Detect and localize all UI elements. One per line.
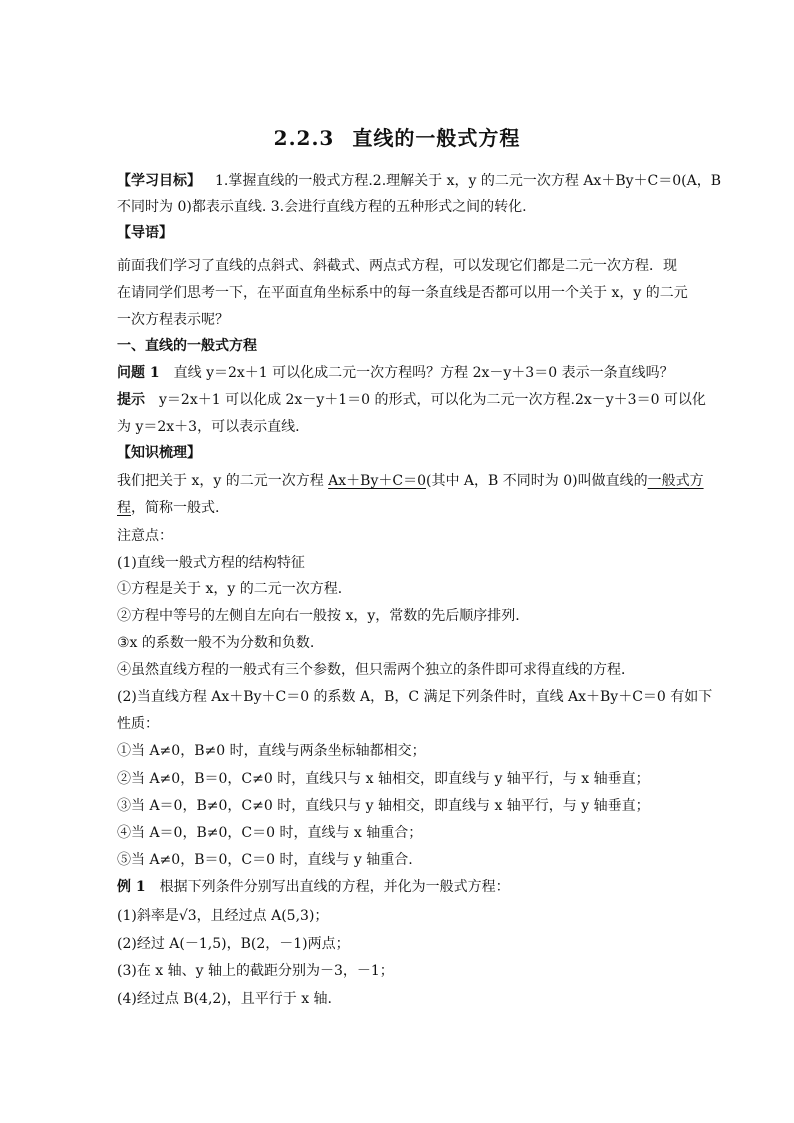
notes-heading: 注意点：: [117, 528, 173, 544]
condition-2: ②当 A≠0，B＝0，C≠0 时，直线只与 x 轴相交，即直线与 y 轴平行，与 x 轴垂直；: [117, 771, 650, 787]
objectives-label: 【学习目标】: [117, 173, 201, 189]
objectives-line-2: 不同时为 0)都表示直线. 3.会进行直线方程的五种形式之间的转化.: [117, 199, 527, 215]
intro-line-1: 前面我们学习了直线的点斜式、斜截式、两点式方程，可以发现它们都是二元一次方程．现: [117, 258, 677, 274]
knowledge-line-2: 程，简称一般式.: [117, 500, 220, 516]
note-1d: ④虽然直线方程的一般式有三个参数，但只需两个独立的条件即可求得直线的方程．: [117, 662, 635, 678]
note-1c: ③x 的系数一般不为分数和负数.: [117, 635, 315, 651]
note-1a: ①方程是关于 x，y 的二元一次方程．: [117, 581, 352, 597]
note-2-line-1: (2)当直线方程 Ax＋By＋C＝0 的系数 A，B，C 满足下列条件时，直线 Ax＋By＋C＝0 有如下: [117, 689, 713, 705]
page-title: [0, 122, 794, 151]
intro-line-2: 在请同学们思考一下，在平面直角坐标系中的每一条直线是否都可以用一个关于 x，y 的二元: [117, 285, 688, 301]
condition-4: ④当 A＝0，B≠0，C＝0 时，直线与 x 轴重合；: [117, 825, 423, 841]
question-1: 问题 1 直线 y＝2x＋1 可以化成二元一次方程吗？方程 2x－y＋3＝0 表示一条直线吗？: [117, 365, 674, 381]
example-item-1: (1)斜率是√3，且经过点 A(5,3)；: [117, 908, 329, 924]
note-2-line-2: 性质：: [117, 716, 159, 732]
note-1b: ②方程中等号的左侧自左向右一般按 x，y，常数的先后顺序排列.: [117, 608, 520, 624]
section-title: 直线的一般式方程: [352, 126, 521, 150]
note-1: (1)直线一般式方程的结构特征: [117, 555, 305, 571]
knowledge-label: 【知识梳理】: [117, 445, 201, 461]
example-item-4: (4)经过点 B(4,2)，且平行于 x 轴.: [117, 991, 333, 1007]
objectives-line-1: 【学习目标】 1.掌握直线的一般式方程.2.理解关于 x，y 的二元一次方程 Ax＋By＋C＝0(A，B: [117, 173, 722, 189]
general-equation-underlined: Ax＋By＋C＝0: [328, 473, 426, 489]
section-heading: 一、直线的一般式方程: [117, 338, 257, 354]
section-number: 2.2.3: [273, 126, 335, 150]
question-label: 问题 1: [117, 365, 160, 381]
hint-line-1: 提示 y＝2x＋1 可以化成 2x－y＋1＝0 的形式，可以化为二元一次方程.2x－y＋3＝0 可以化: [117, 392, 706, 408]
general-form-term: 一般式方: [647, 473, 704, 489]
intro-line-3: 一次方程表示呢？: [117, 312, 229, 328]
example-1: 例 1 根据下列条件分别写出直线的方程，并化为一般式方程：: [117, 879, 510, 895]
hint-label: 提示: [117, 392, 145, 408]
example-item-2: (2)经过 A(－1,5)，B(2，－1)两点；: [117, 936, 350, 952]
intro-label: 【导语】: [117, 225, 173, 241]
hint-line-2: 为 y＝2x＋3，可以表示直线.: [117, 419, 300, 435]
condition-5: ⑤当 A≠0，B＝0，C＝0 时，直线与 y 轴重合.: [117, 852, 413, 868]
example-label: 例 1: [117, 879, 146, 895]
condition-1: ①当 A≠0，B≠0 时，直线与两条坐标轴都相交；: [117, 743, 426, 759]
example-item-3: (3)在 x 轴、y 轴上的截距分别为－3，－1；: [117, 963, 394, 979]
knowledge-line-1: 我们把关于 x，y 的二元一次方程 Ax＋By＋C＝0(其中 A，B 不同时为 0)叫做直线的一般式方: [117, 473, 704, 489]
condition-3: ③当 A＝0，B≠0，C≠0 时，直线只与 y 轴相交，即直线与 x 轴平行，与 y 轴垂直；: [117, 798, 650, 814]
